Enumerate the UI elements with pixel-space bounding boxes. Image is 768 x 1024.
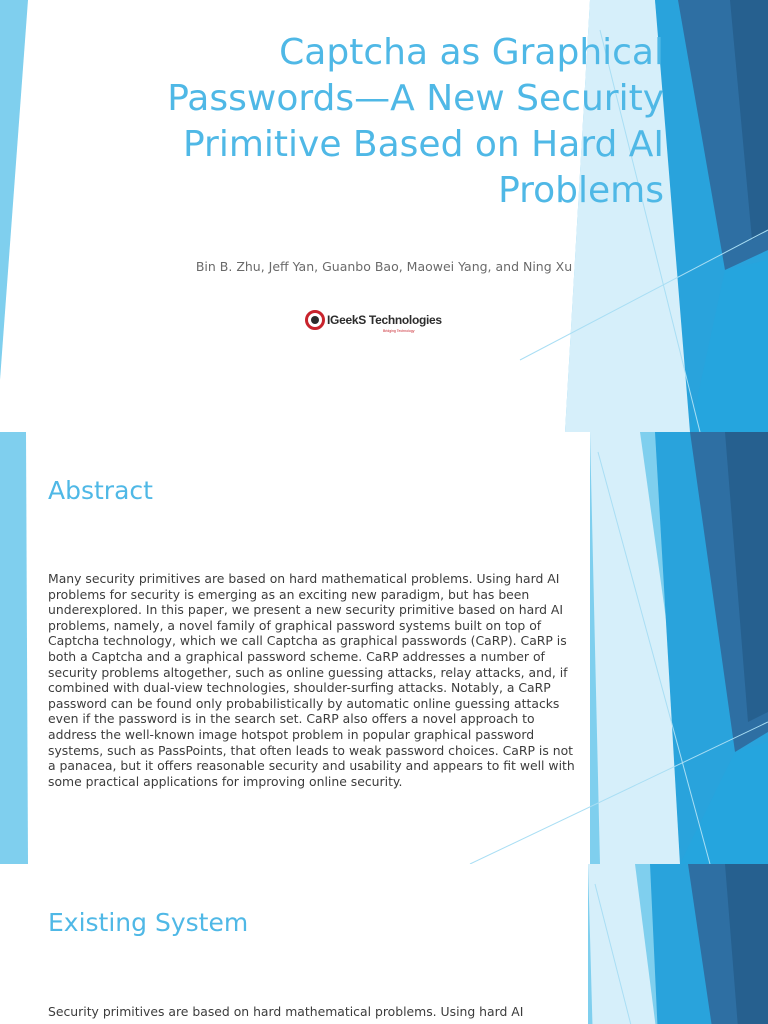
- author-list: Bin B. Zhu, Jeff Yan, Guanbo Bao, Maowei Yang, and Ning Xu: [195, 259, 573, 274]
- slide-title: [0, 0, 768, 432]
- decorative-left-strip: [0, 432, 40, 864]
- logo-text: IGeekS Technologies: [327, 313, 442, 327]
- slide-abstract: [0, 432, 768, 864]
- abstract-body: Many security primitives are based on hard mathematical problems. Using hard AI problems for security is emerging as an exciting new paradigm, but has been underexplored. In this paper, we present a new security primitive based on hard AI problems, namely, a novel family of graphical password systems built on top of Captcha technology, which we call Captcha as graphical passwords (CaRP). CaRP is both a Captcha and a graphical password scheme. CaRP addresses a number of security problems altogether, such as online guessing attacks, relay attacks, and, if combined with dual-view technologies, shoulder-surfing attacks. Notably, a CaRP password can be found only probabilistically by automatic online guessing attacks even if the password is in the search set. CaRP also offers a novel approach to address the well-known image hotspot problem in popular graphical password systems, such as PassPoints, that often leads to weak password choices. CaRP is not a panacea, but it offers reasonable security and usability and appears to fit well with some practical applications for improving online security.: [48, 571, 575, 789]
- presentation-title: Captcha as Graphical Passwords—A New Security Primitive Based on Hard AI Problems: [167, 32, 664, 211]
- existing-system-body: Security primitives are based on hard mathematical problems. Using hard AI: [48, 1004, 524, 1019]
- logo-tagline: Bridging Technology: [383, 329, 415, 333]
- decorative-facets-right: [0, 864, 768, 1024]
- company-logo: [305, 310, 442, 333]
- abstract-heading: Abstract: [48, 476, 153, 505]
- logo-circle-icon: [305, 310, 325, 330]
- decorative-left-strip: [0, 0, 40, 432]
- slide-existing-system: [0, 864, 768, 1024]
- existing-system-heading: Existing System: [48, 908, 249, 937]
